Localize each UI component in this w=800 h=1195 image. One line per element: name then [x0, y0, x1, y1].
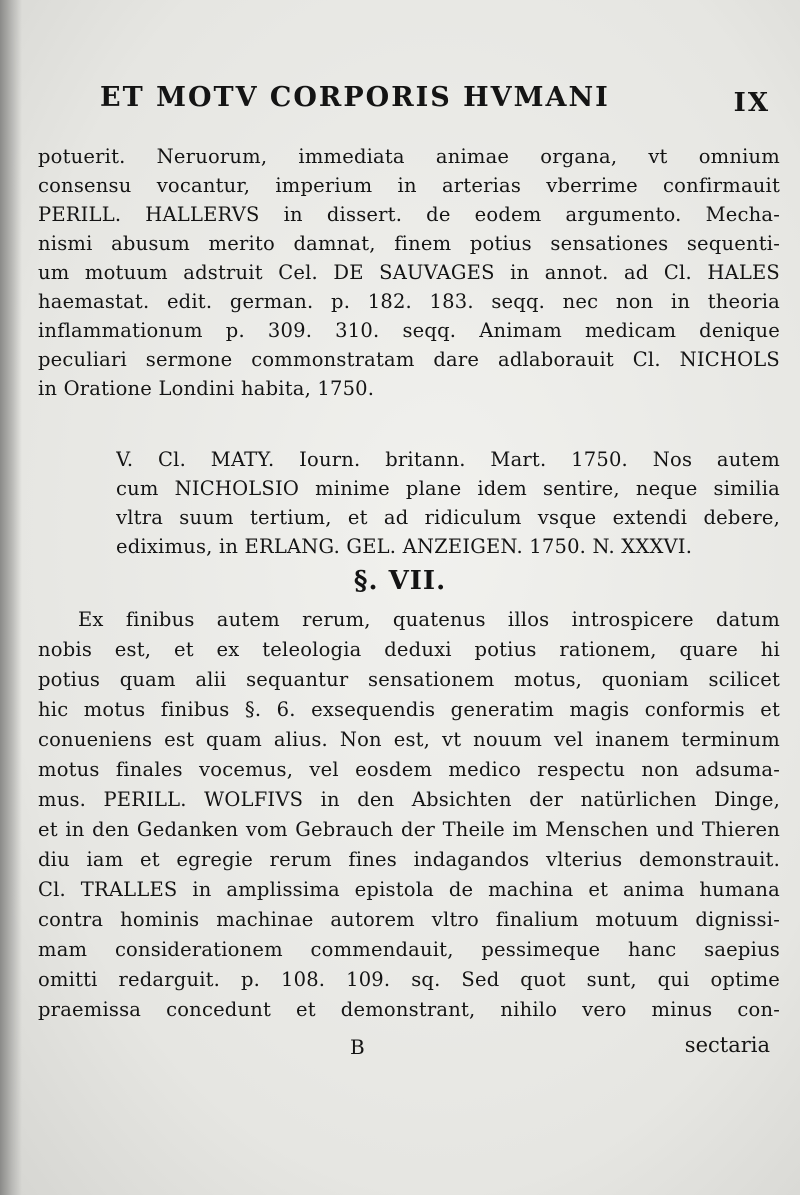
text-line: potuerit. Neruorum, immediata animae organa, vt omnium	[38, 145, 780, 168]
text-line: potius quam alii sequantur sensationem motus, quoniam scilicet	[38, 668, 780, 691]
text-line: mus. PERILL. WOLFIVS in den Absichten der natürlichen Dinge,	[38, 788, 780, 811]
text-line: V. Cl. MATY. Iourn. britann. Mart. 1750. Nos autem	[116, 448, 780, 471]
text-line: Ex finibus autem rerum, quatenus illos introspicere datum	[78, 608, 780, 631]
text-line: mam considerationem commendauit, pessimeque hanc saepius	[38, 938, 780, 961]
text-line: um motuum adstruit Cel. DE SAUVAGES in annot. ad Cl. HALES	[38, 261, 780, 284]
text-line: motus finales vocemus, vel eosdem medico respectu non adsuma-	[38, 758, 780, 781]
text-line: consensu vocantur, imperium in arterias vberrime confirmauit	[38, 174, 780, 197]
text-line: inflammationum p. 309. 310. seqq. Animam medicam denique	[38, 319, 780, 342]
running-title: ET MOTV CORPORIS HVMANI	[100, 82, 610, 113]
text-line: diu iam et egregie rerum fines indagandos vlterius demonstrauit.	[38, 848, 780, 871]
text-line: haemastat. edit. german. p. 182. 183. seqq. nec non in theoria	[38, 290, 780, 313]
text-line: Cl. TRALLES in amplissima epistola de machina et anima humana	[38, 878, 780, 901]
section-heading: §. VII.	[353, 566, 447, 596]
text-line: et in den Gedanken vom Gebrauch der Theile im Menschen und Thieren	[38, 818, 780, 841]
text-line: nobis est, et ex teleologia deduxi potius rationem, quare hi	[38, 638, 780, 661]
text-line: omitti redarguit. p. 108. 109. sq. Sed quot sunt, qui optime	[38, 968, 780, 991]
text-line: peculiari sermone commonstratam dare adlaborauit Cl. NICHOLS	[38, 348, 780, 371]
text-line: vltra suum tertium, et ad ridiculum vsque extendi debere,	[116, 506, 780, 529]
text-line: cum NICHOLSIO minime plane idem sentire, neque similia	[116, 477, 780, 500]
text-line: hic motus finibus §. 6. exsequendis generatim magis conformis et	[38, 698, 780, 721]
text-line: ediximus, in ERLANG. GEL. ANZEIGEN. 1750. N. XXXVI.	[116, 535, 693, 558]
text-line: contra hominis machinae autorem vltro finalium motuum dignissi-	[38, 908, 780, 931]
page-number: IX	[733, 88, 770, 118]
text-line: conueniens est quam alius. Non est, vt nouum vel inanem terminum	[38, 728, 780, 751]
page-gutter-shadow	[0, 0, 22, 1195]
catchword: sectaria	[684, 1033, 770, 1057]
text-line: PERILL. HALLERVS in dissert. de eodem argumento. Mecha-	[38, 203, 780, 226]
text-line: praemissa concedunt et demonstrant, nihilo vero minus con-	[38, 998, 780, 1021]
text-line: in Oratione Londini habita, 1750.	[38, 377, 375, 400]
signature-mark: B	[350, 1035, 365, 1059]
text-line: nismi abusum merito damnat, finem potius sensationes sequenti-	[38, 232, 780, 255]
